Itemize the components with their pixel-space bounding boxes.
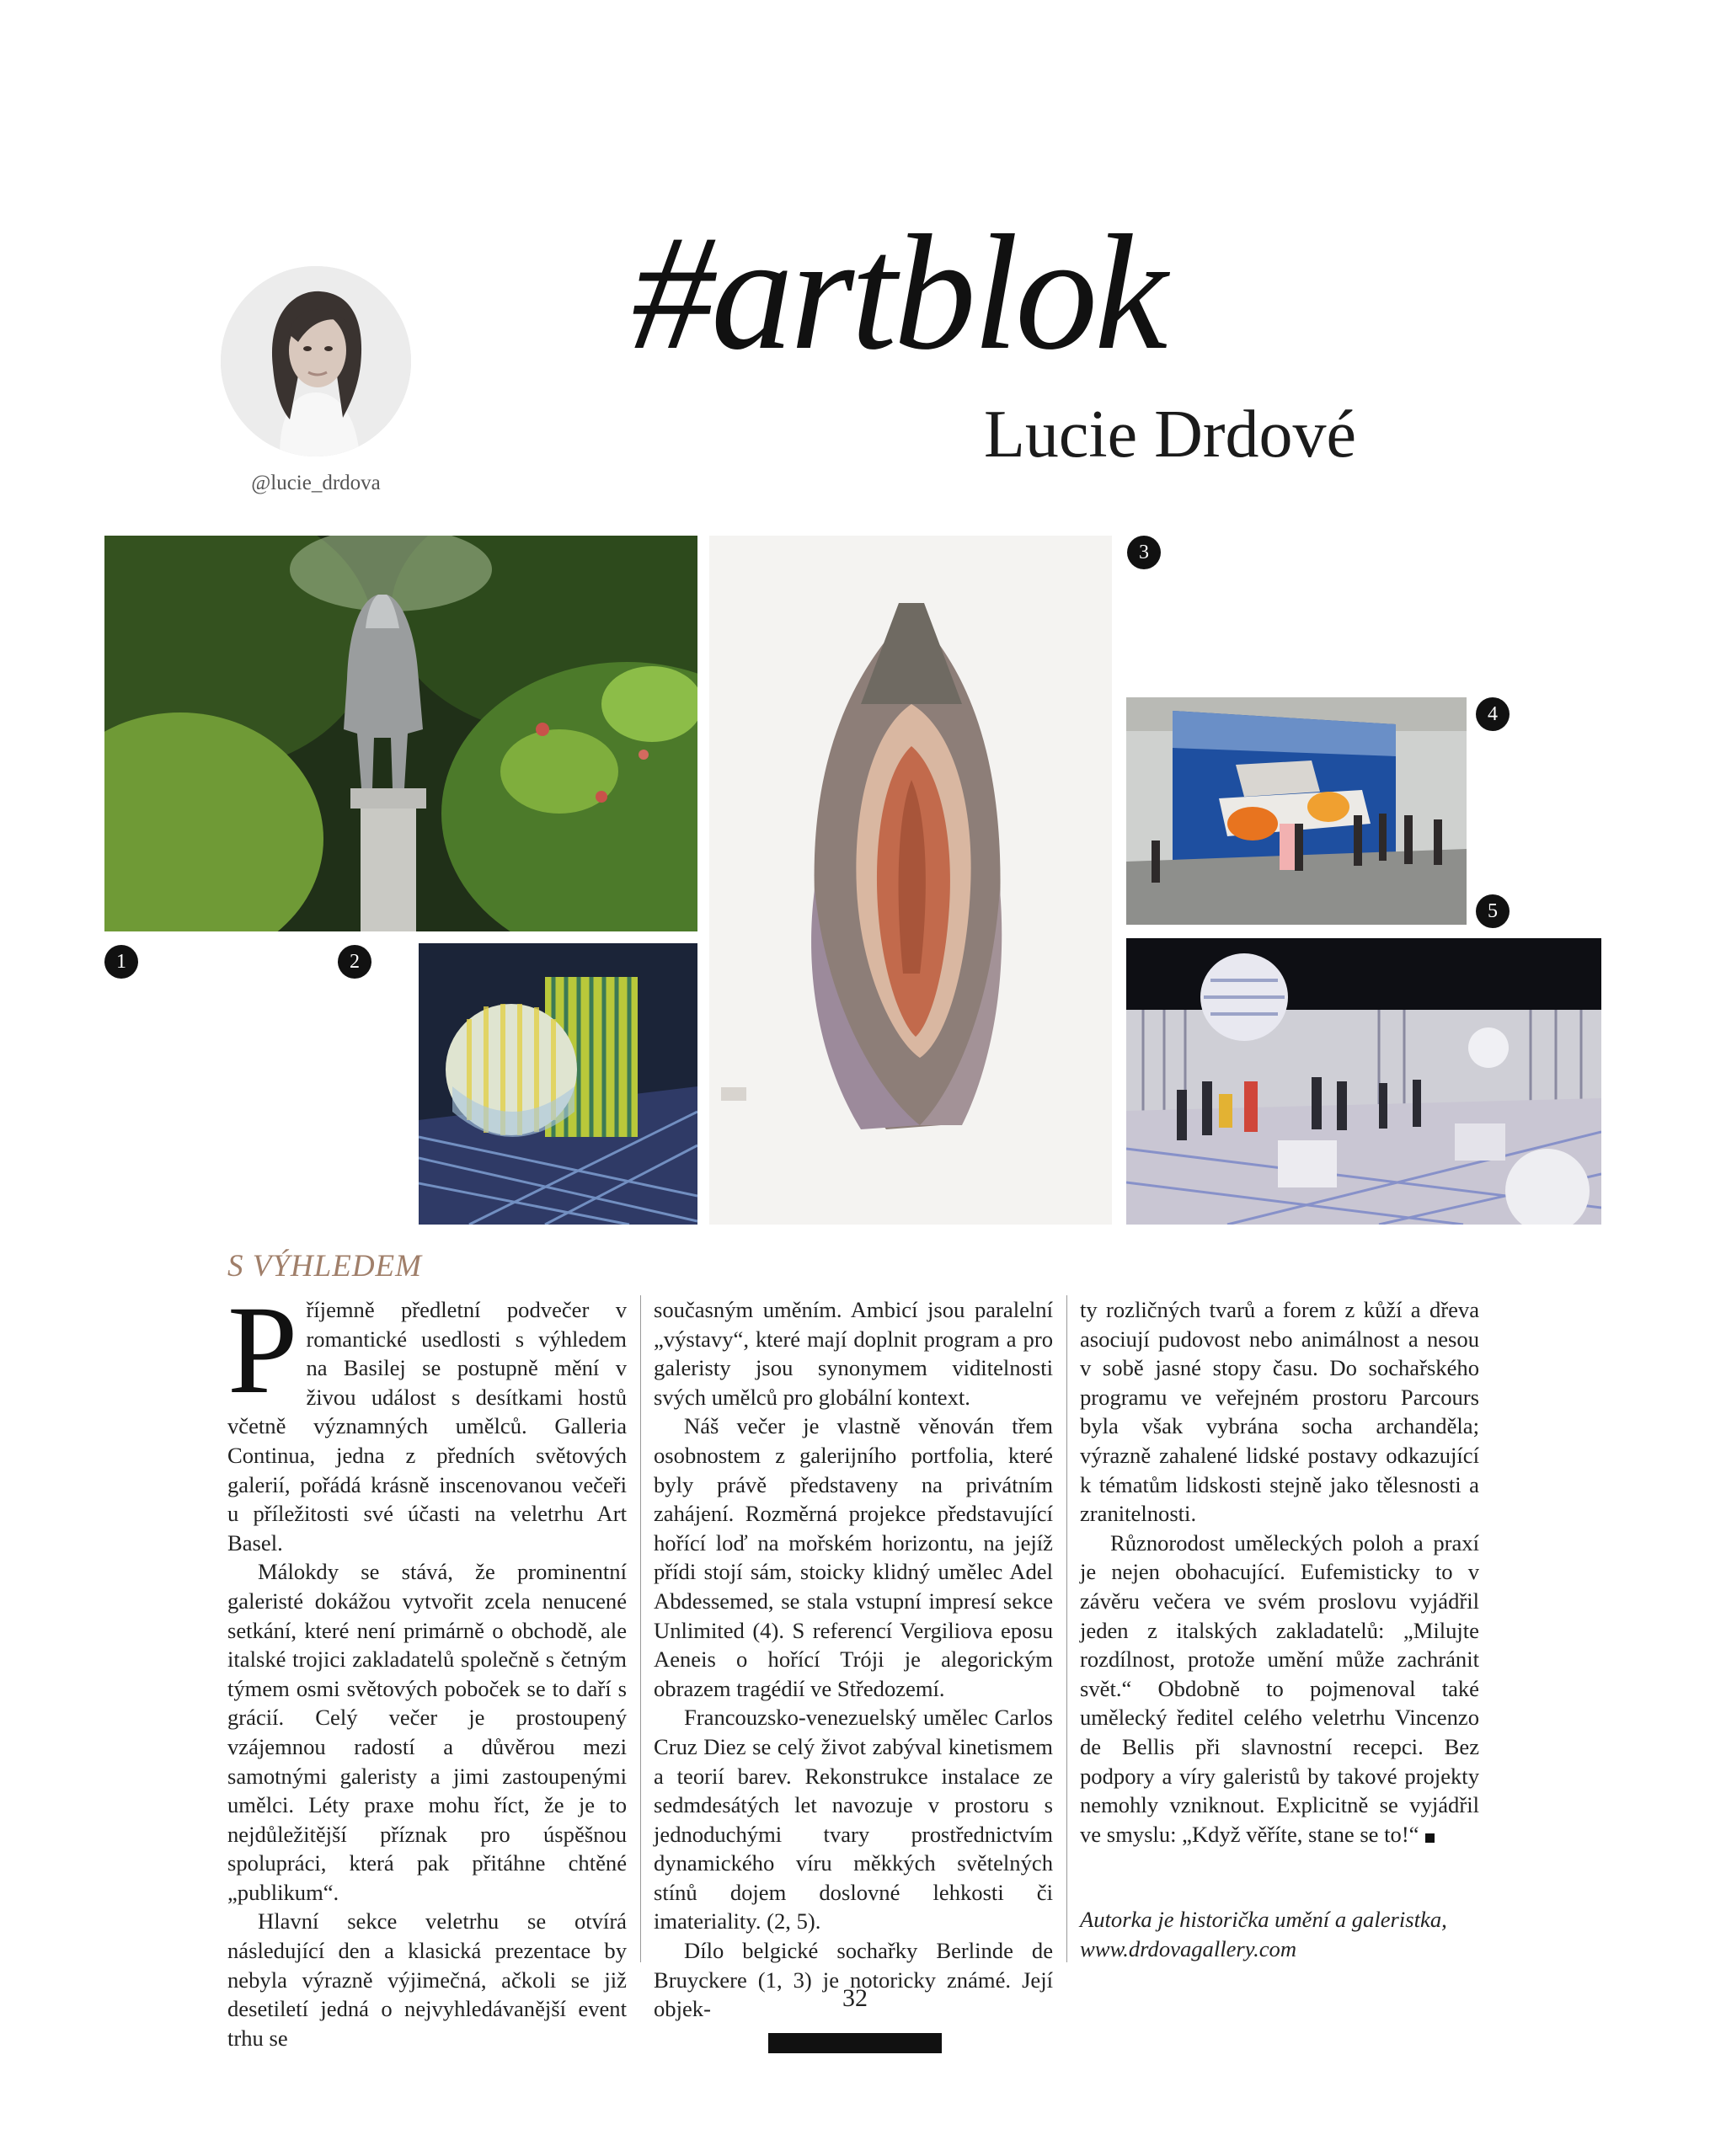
article-column-2 (654, 1295, 1053, 2024)
author-footnote: Autorka je historička umění a galeristka, www.drdovagallery.com (1080, 1907, 1447, 1961)
photo-number-badge: 3 (1127, 536, 1161, 569)
author-name: Lucie Drdové (984, 398, 1357, 472)
author-portrait-image (221, 266, 411, 456)
paragraph: Náš večer je vlastně věnován třem osobnostem z galerijního portfolia, které byly právě představeny na privátním zahájení. Rozměrná projekce představující hořící loď na mořském horizontu, na jejíž přídi stojí sám, stoicky klidný umělec Adel Abdessemed, se stala vstupní impresí sekce Unlimited (4). S referencí Vergiliova eposu Aeneis o hořící Tróji je alegorickým obrazem tragédií ve Středozemí. (654, 1413, 1053, 1701)
author-handle: @lucie_drdova (251, 472, 381, 494)
column-masthead: #artblok (632, 201, 1165, 384)
paragraph: současným uměním. Ambicí jsou paralelní „výstavy“, které mají doplnit program a pro galeristy jsou synonymem viditelnosti svých umělců pro globální kontext. (654, 1297, 1053, 1410)
photo-light-installation (419, 943, 697, 1225)
end-of-article-mark (1425, 1833, 1435, 1843)
paragraph: Různorodost uměleckých poloh a praxí je nejen obohacující. Eufemisticky to v závěru večera ve svém proslovu vyjádřil jeden z italských zakladatelů: „Milujte rozdílnost, protože umění může zachránit svět.“ Obdobně to pojmenoval také umělecký ředitel celého veletrhu Vincenzo de Bellis při slavnostní recepci. Bez podpory a víry galeristů by takové projekty nemohly vzniknout. Explicitně se vyjádřil ve smyslu: „Když věříte, stane se to!“ (1080, 1529, 1479, 1847)
paragraph: Francouzsko-venezuelský umělec Carlos Cruz Diez se celý život zabýval kinetismem a teorií barev. Rekonstrukce instalace ze sedmdesátých let navozuje v prostoru s jednoduchými tvary prostřednictvím dynamického víru měkkých světelných stínů dojem doslovné lehkosti či imateriality. (2, 5). (654, 1705, 1053, 1935)
photo-veiled-statue (104, 536, 697, 931)
photo-burning-ship-projection (1126, 697, 1467, 925)
photo-number-badge: 2 (338, 945, 371, 979)
paragraph: ty rozličných tvarů a forem z kůží a dřeva asociují pudovost nebo animálnost a nesou v sobě jasné stopy času. Do sochařského programu ve veřejném prostoru Parcours byla však vybrána socha archanděla; výrazně zahalené lidské postavy odkazující k tématům lidskosti stejně jako tělesnosti a zranitelnosti. (1080, 1297, 1479, 1527)
column-divider (640, 1295, 641, 1962)
photo-spheres-installation (1126, 938, 1601, 1225)
article-kicker: S VÝHLEDEM (227, 1249, 422, 1283)
paragraph: Dílo belgické sochařky Berlinde de Bruyckere (1, 3) je notoricky známé. Její objek- (654, 1938, 1053, 2022)
drop-cap: P (227, 1280, 298, 1420)
page-footer-bar (768, 2033, 942, 2053)
paragraph: Málokdy se stává, že prominentní galeristé dokážou vytvořit zcela nenucené setkání, které není primárně o obchodě, ale italské trojici zakladatelů společně s četným týmem osmi světových poboček se to daří s grácií. Celý večer je prostoupený vzájemnou radostí a důvěrou mezi samotnými galeristy a jimi zastoupenými umělci. Léty praxe mohu říct, že je to nejdůležitější příznak pro úspěšnou spolupráci, která pak přitáhne chtěné „publikum“. (227, 1559, 627, 1905)
gallery-website-link[interactable]: www.drdovagallery.com (1080, 1935, 1297, 1961)
paragraph: Hlavní sekce veletrhu se otvírá následující den a klasická prezentace by nebyla výrazně výjimečná, ačkoli se již desetiletí jedná o nejvyhledávanější event trhu se (227, 1908, 627, 2051)
photo-number-badge: 1 (104, 945, 138, 979)
photo-number-badge: 5 (1476, 894, 1510, 928)
photo-leather-sculpture (709, 536, 1112, 1225)
author-avatar (221, 266, 411, 456)
article-column-1 (227, 1280, 627, 2052)
column-divider (1066, 1295, 1067, 1962)
article-column-3 (1080, 1295, 1479, 1849)
page-number: 32 (842, 1984, 868, 2012)
paragraph: Příjemně předletní podvečer v romantické usedlosti s výhledem na Basilej se postupně mění v živou událost s desítkami hostů včetně významných umělců. Galleria Continua, jedna z předních světových galerií, pořádá krásně inscenovanou večeři u příležitosti své účasti na veletrhu Art Basel. (227, 1280, 627, 1556)
photo-number-badge: 4 (1476, 697, 1510, 731)
